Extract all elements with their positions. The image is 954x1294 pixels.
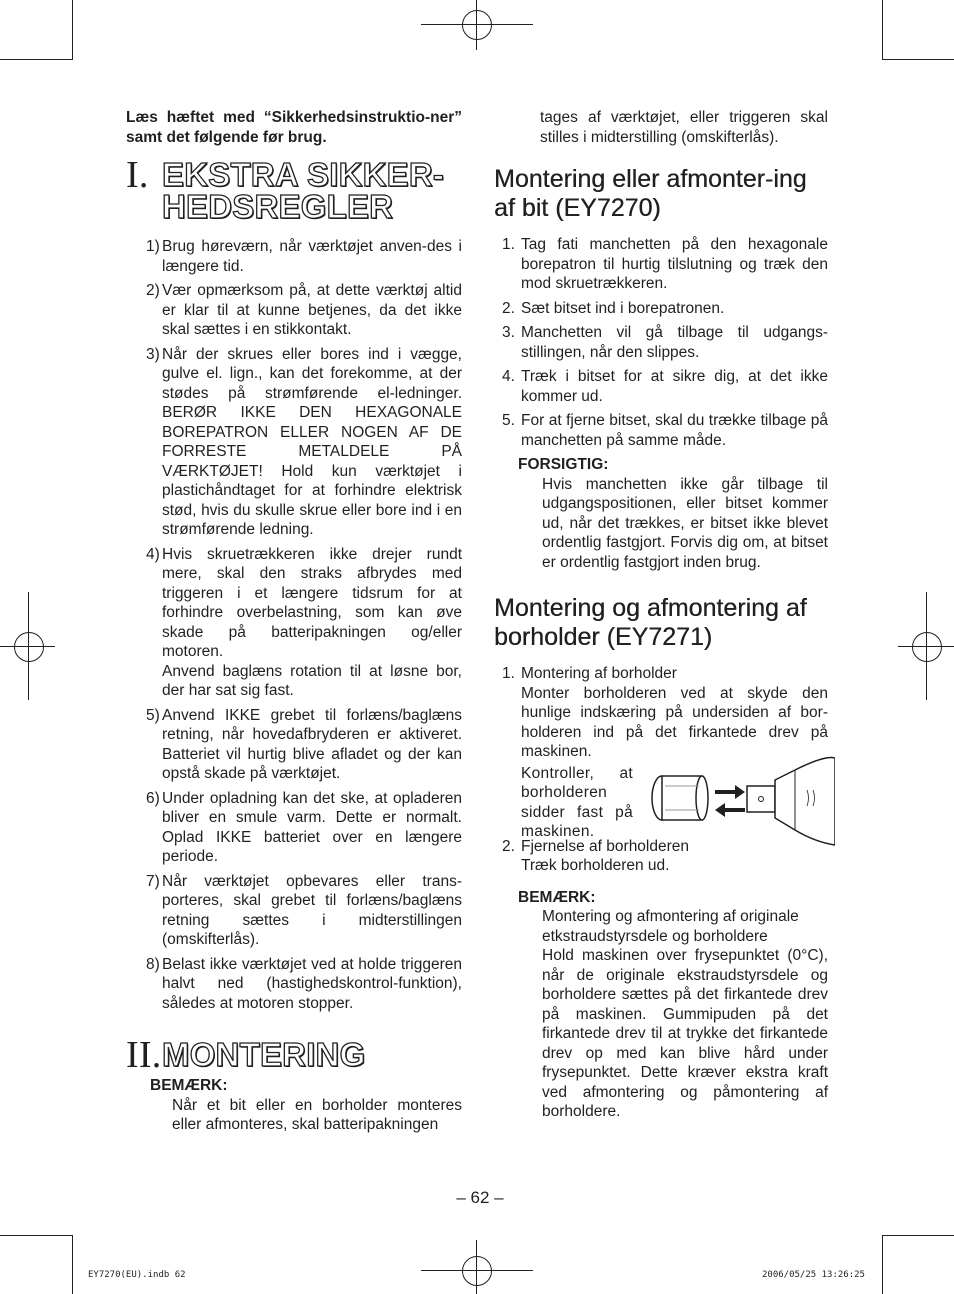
item-text: Når værktøjet opbevares eller trans-porteres, skal grebet til forlæns/baglæns retning sættes i midterstillingen (omskifterlås).: [162, 872, 462, 948]
intro-text: Læs hæftet med “Sikkerhedsinstruktio-ner” samt det følgende før brug.: [126, 109, 462, 146]
item-title: Fjernelse af borholderen: [521, 837, 690, 855]
holder-steps-list: [494, 664, 828, 876]
item-text: Sæt bitset ind i borepatronen.: [521, 299, 725, 317]
item-number: 5): [146, 706, 160, 724]
caution-label: FORSIGTIG:: [518, 456, 609, 473]
caution-text: Hvis manchetten ikke går tilbage til udgangspositionen, eller bitset kommer ud, når det trækkes, er bitset ikke blevet ordentlig fastgjort. Forvis dig om, at bitset er ordentlig fastgjort inden brug.: [542, 475, 828, 571]
item-number: 3.: [502, 324, 515, 341]
item-text: Anvend IKKE grebet til forlæns/baglæns retning, når hovedafbryderen er aktiveret. Batteriet vil hurtig blive afladet og der kan opstå skade på værktøjet.: [162, 706, 462, 782]
item-text: Træk borholderen ud.: [521, 857, 670, 874]
item-number: 3): [146, 345, 160, 363]
note-2-heading: Montering og afmontering af originale etkstraudstyrsdele og borholdere: [542, 908, 799, 945]
page-number: – 62 –: [456, 1188, 504, 1207]
list-item: [502, 837, 828, 876]
list-item: [146, 281, 462, 340]
bit-steps-list: [494, 235, 828, 450]
item-number: 2): [146, 282, 160, 299]
check-text: Kontroller, at borholderen sidder fast på maskinen.: [521, 764, 633, 840]
item-number: 2.: [502, 299, 515, 317]
left-column: [126, 108, 462, 1135]
item-title: Montering af borholder: [521, 665, 677, 682]
list-item: [146, 237, 462, 276]
item-text: Monter borholderen ved at skyde den hunlige indskæring på undersiden af bor-holderen ind på det firkantede drev på maskinen.: [521, 684, 828, 760]
list-item: [146, 545, 462, 701]
borholder-illustration: [635, 750, 835, 850]
item-text: Belast ikke værktøjet ved at holde triggeren halvt ned (hastighedskontrol-funktion), således at motoren stopper.: [162, 955, 462, 1012]
note-label: BEMÆRK:: [150, 1077, 228, 1094]
list-item: [146, 789, 462, 867]
item-number: 4.: [502, 368, 515, 385]
heading-holder-mounting: Montering og afmontering af borholder (EY7271): [494, 594, 807, 651]
list-item: [502, 299, 828, 319]
item-number: 8): [146, 955, 160, 973]
section-2-title: MONTERING: [162, 1036, 366, 1073]
note-2-label: BEMÆRK:: [518, 888, 596, 906]
item-number: 4): [146, 545, 160, 563]
item-number: 1.: [502, 236, 515, 253]
list-item: [502, 367, 828, 406]
item-text: Vær opmærksom på, at dette værktøj altid er klar til at kunne betjenes, da det ikke skal sættes i en stikkontakt.: [162, 282, 462, 338]
item-number: 5.: [502, 412, 515, 429]
item-text: Hvis skruetrækkeren ikke drejer rundt mere, skal den straks afbrydes med triggeren i et længere tidsrum for at forhindre overbelastning, som kan øve skade på batteripakningen og/eller motoren.: [162, 545, 462, 660]
item-extra-text: Anvend baglæns rotation til at løsne bor, der har sat sig fast.: [162, 662, 462, 699]
safety-rules-list: [126, 237, 462, 1013]
note-2-text: Hold maskinen over frysepunktet (0°C), når de originale ekstraudstyrsdele og borholdere sættes på det firkantede drev på maskinen. Gummipuden på det firkantede drev til at trykke det firkantede drev op med kan blive hård under frysepunktet. Dette kræver ekstra kraft ved afmontering og påmontering af borholdere.: [542, 947, 828, 1120]
footer-file: EY7270(EU).indb 62: [88, 1270, 186, 1280]
list-item: [502, 411, 828, 450]
item-number: 1): [146, 238, 160, 255]
item-number: 6): [146, 789, 160, 807]
check-with-figure: [521, 762, 828, 840]
item-number: 1.: [502, 665, 515, 682]
item-number: 7): [146, 872, 160, 890]
item-text: For at fjerne bitset, skal du trække tilbage på manchetten på samme måde.: [521, 412, 828, 449]
section-1-number: I.: [126, 154, 149, 196]
list-item: [146, 955, 462, 1014]
footer-timestamp: 2006/05/25 13:26:25: [762, 1270, 865, 1280]
right-column: [494, 108, 828, 1122]
list-item: [502, 664, 828, 840]
item-text: Manchetten vil gå tilbage til udgangs-stillingen, når den slippes.: [521, 324, 828, 361]
item-text: Når der skrues eller bores ind i vægge, gulve el. lign., kan det forekomme, at der stødes på strømførende el-ledninger. BERØR IKKE DEN HEXAGONALE BOREPATRON ELLER NOGEN AF DE FORRESTE METALDELE PÅ VÆRKTØJET! Hold kun værktøjet i plastichåndtaget for at forhindre elektrisk stød, hvis du skulle skrue eller bore ind i en strømførende ledning.: [162, 345, 462, 538]
section-1-title: EKSTRA SIKKER-HEDSREGLER: [162, 156, 445, 225]
note-text: Når et bit eller en borholder monteres eller afmonteres, skal batteripakningen: [172, 1096, 462, 1133]
item-number: 2.: [502, 837, 515, 855]
section-2-number: II.: [126, 1034, 162, 1076]
heading-bit-mounting: Montering eller afmonter-ing af bit (EY7270): [494, 165, 807, 222]
item-text: Træk i bitset for at sikre dig, at det ikke kommer ud.: [521, 368, 828, 405]
list-item: [502, 235, 828, 294]
section-2-heading: [126, 1034, 462, 1076]
item-text: Tag fati manchetten på den hexagonale borepatron til hurtig tilslutning og træk den mod skruetrækkeren.: [521, 236, 828, 292]
item-text: Under opladning kan det ske, at opladeren bliver en smule varm. Dette er normalt. Oplad IKKE batteriet over en længere periode.: [162, 789, 462, 865]
note-continuation: tages af værktøjet, eller triggeren skal stilles i midterstilling (omskifterlås).: [540, 109, 828, 146]
list-item: [146, 706, 462, 784]
list-item: [146, 872, 462, 950]
list-item: [502, 323, 828, 362]
item-text: Brug høreværn, når værktøjet anven-des i længere tid.: [162, 238, 462, 275]
list-item: [146, 345, 462, 540]
section-1-heading: [126, 154, 462, 225]
